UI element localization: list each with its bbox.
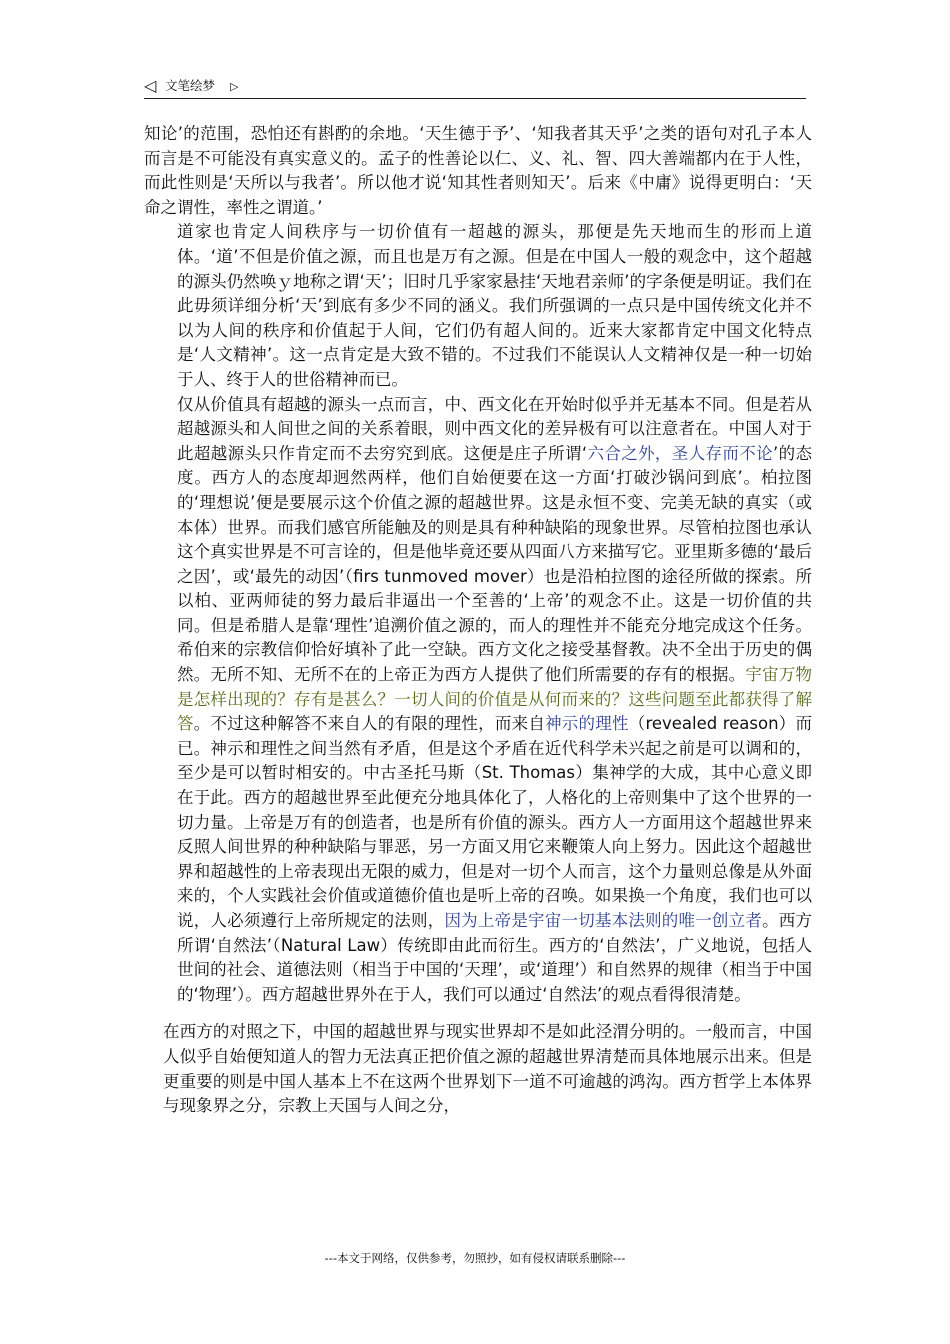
paragraph-1: 知论’的范围，恐怕还有斟酌的余地。‘天生德于予’、‘知我者其天乎’之类的语句对孔子本人而言是不可能没有真实意义的。孟子的性善论以仁、义、礼、智、四大善端都内在于人性，而此性则是‘天所以与我者’。所以他才说‘知其性者则知天’。后来《中庸》说得更明白：‘天命之谓性，率性之谓道。’ <box>144 124 812 217</box>
header-brand: 文笔绘梦 <box>165 78 216 93</box>
paragraph-3-text-e: 。西方所谓‘自然法’（Natural Law）传统即由此而衍生。西方的‘自然法’，广义地说，包括人世间的社会、道德法则（相当于中国的‘天理’，或‘道理’）和自然界的规律（相当于中国的‘物理’）。西方超越世界外在于人，我们可以通过‘自然法’的观点看得很清楚。 <box>177 911 813 1004</box>
highlighted-creator-clause: 因为上帝是宇宙一切基本法则的唯一创立者 <box>444 911 763 930</box>
triangle-left-icon: ◁ <box>144 76 157 95</box>
paragraph-2: 道家也肯定人间秩序与一切价值有一超越的源头，那便是先天地而生的形而上道体。‘道’不但是价值之源，而且也是万有之源。但是在中国人一般的观念中，这个超越的源头仍然唤ｙ地称之谓‘天’；旧时几乎家家悬挂‘天地君亲师’的字条便是明证。我们在此毋须详细分析‘天’到底有多少不同的涵义。我们所强调的一点只是中国传统文化并不以为人间的秩序和价值起于人间，它们仍有超人间的。近来大家都肯定中国文化特点是‘人文精神’。这一点肯定是大致不错的。不过我们不能误认人文精神仅是一种一切始于人、终于人的世俗精神而已。 <box>177 222 812 389</box>
document-body <box>144 122 812 1119</box>
triangle-right-icon: ▷ <box>230 80 239 93</box>
paragraph-3-text-a: 仅从价值具有超越的源头一点而言，中、西文化在开始时似乎并无基本不同。但是若从超越源头和人间世之间的关系着眼，则中西文化的差异极有可以注意者在。中国人对于此超越源头只作肯定而不去穷究到底。这便是庄子所谓 <box>177 394 812 463</box>
paragraph-3-text-b: ’的态度。西方人的态度却迥然两样，他们自始便要在这一方面‘打破沙锅问到底’。柏拉图的‘理想说’便是要展示这个价值之源的超越世界。这是永恒不变、完美无缺的真实（或本体）世界。而我们感官所能触及的则是具有种种缺陷的现象世界。尽管柏拉图也承认这个真实世界是不可言诠的，但是他毕竟还要从四面八方来描写它。亚里斯多德的‘最后之因’，或‘最先的动因’（firs tunmoved mover）也是沿柏拉图的途径所做的探索。所以柏、亚两师徒的努力最后非逼出一个至善的‘上帝’的观念不止。这是一切价值的共同。但是希腊人是靠‘理性’追溯价值之源的，而人的理性并不能充分地完成这个任务。希伯来的宗教信仰恰好填补了此一空缺。西方文化之接受基督教。决不全出于历史的偶然。无所不知、无所不在的上帝正为西方人提供了他们所需要的存有的根据。 <box>177 443 812 685</box>
zhuangzi-quote: 六合之外，圣人存而不论 <box>587 443 774 463</box>
paragraph-4: 在西方的对照之下，中国的超越世界与现实世界却不是如此泾渭分明的。一般而言，中国人似乎自始便知道人的智力无法真正把价值之源的超越世界清楚而具体地展示出来。但是更重要的则是中国人基本上不在这两个世界划下一道不可逾越的鸿沟。西方哲学上本体界与现象界之分，宗教上天国与人间之分， <box>162 1022 812 1116</box>
paragraph-3 <box>144 393 812 1008</box>
paragraph-3-text-d: （revealed reason）而已。神示和理性之间当然有矛盾，但是这个矛盾在近代科学未兴起之前是可以调和的，至少是可以暂时相安的。中古圣托马斯（St. Thomas）集神学的大成，其中心意义即在于此。西方的超越世界至此便充分地具体化了，人格化的上帝则集中了这个世界的一切力量。上帝是万有的创造者，也是所有价值的源头。西方人一方面用这个超越世界来反照人间世界的种种缺陷与罪恶，另一方面又用它来鞭策人向上努力。因此这个超越世界和超越性的上帝表现出无限的威力，但是对一切个人而言，这个力量则总像是从外面来的，个人实践社会价值或道德价值也是听上帝的召唤。如果换一个角度，我们也可以说，人必须遵行上帝所规定的法则， <box>177 714 813 930</box>
paragraph-3-text-c: 。不过这种解答不来自人的有限的理性，而来自 <box>193 714 546 734</box>
page-header <box>144 76 806 99</box>
footer-disclaimer: ---本文于网络，仅供参考，勿照抄，如有侵权请联系删除--- <box>324 1251 626 1265</box>
highlighted-questions: 宇宙万物是怎样出现的？存有是甚么？一切人间的价值是从何而来的？这些问题至此都获得了解答 <box>177 665 813 734</box>
quote-open-mark: ‘ <box>581 443 588 463</box>
revealed-reason-term: 神示的理性 <box>545 714 629 734</box>
